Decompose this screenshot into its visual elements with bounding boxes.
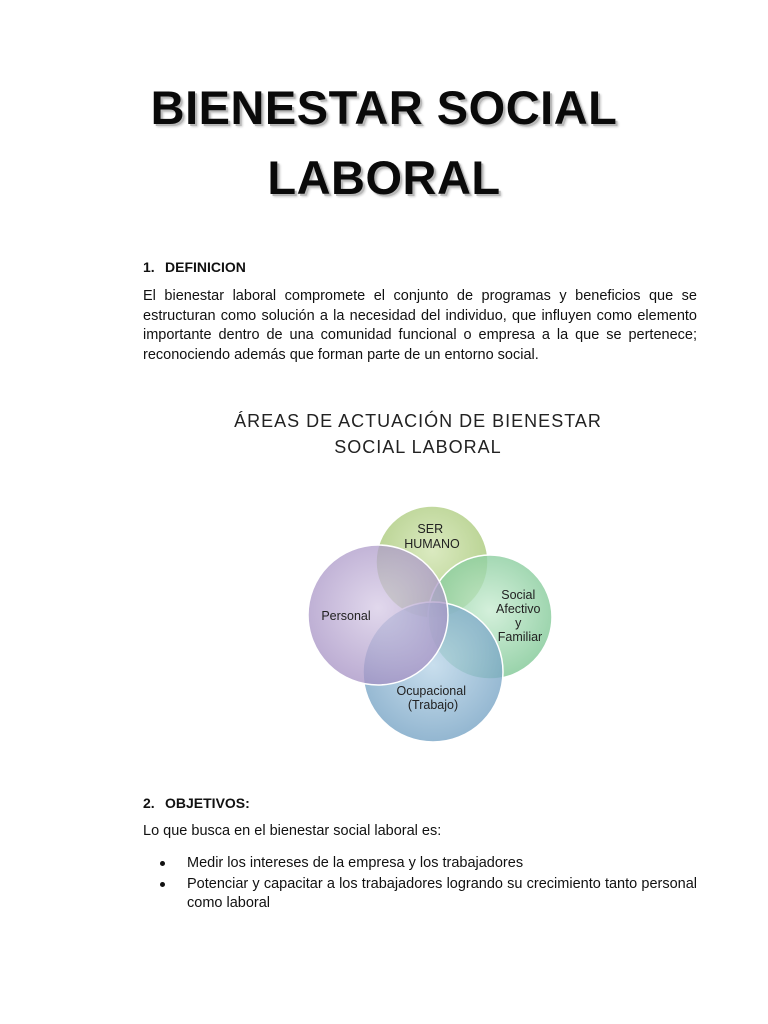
section-number: 1.	[143, 259, 155, 275]
section-heading-objetivos	[143, 795, 250, 811]
diagram-title-line-2: SOCIAL LABORAL	[334, 437, 502, 457]
diagram-title-line-1: ÁREAS DE ACTUACIÓN DE BIENESTAR	[234, 411, 602, 431]
section-number: 2.	[143, 795, 155, 811]
objectives-list	[160, 854, 697, 915]
venn-diagram	[300, 500, 570, 770]
bullet-icon	[160, 861, 165, 866]
page-title-line-2: LABORAL	[267, 151, 501, 204]
label-social-afectivo-familiar: Social Afectivo y Familiar	[496, 588, 543, 644]
list-item-text: Potenciar y capacitar a los trabajadores logrando su crecimiento tanto personal como laboral	[187, 875, 697, 911]
diagram-title	[168, 408, 668, 460]
bullet-icon	[160, 882, 165, 887]
list-item	[160, 854, 697, 874]
list-item	[160, 875, 697, 914]
definition-paragraph: El bienestar laboral compromete el conjunto de programas y beneficios que se estructuran como solución a la necesidad del individuo, que influyen como elemento importante dentro de una comunidad funcional o empresa a la que se pertenece; reconociendo además que forman parte de un entorno social.	[143, 288, 697, 363]
label-ocupacional: Ocupacional (Trabajo)	[396, 684, 467, 712]
section-heading-text: OBJETIVOS:	[165, 795, 250, 811]
objectives-intro: Lo que busca en el bienestar social laboral es:	[143, 823, 442, 839]
section-heading-definicion	[143, 259, 246, 275]
section-heading-text: DEFINICION	[165, 259, 246, 275]
list-item-text: Medir los intereses de la empresa y los trabajadores	[187, 855, 524, 871]
label-ser-humano: SER HUMANO	[404, 522, 460, 551]
label-personal: Personal	[321, 609, 371, 623]
page-title-line-1: BIENESTAR SOCIAL	[150, 81, 618, 134]
